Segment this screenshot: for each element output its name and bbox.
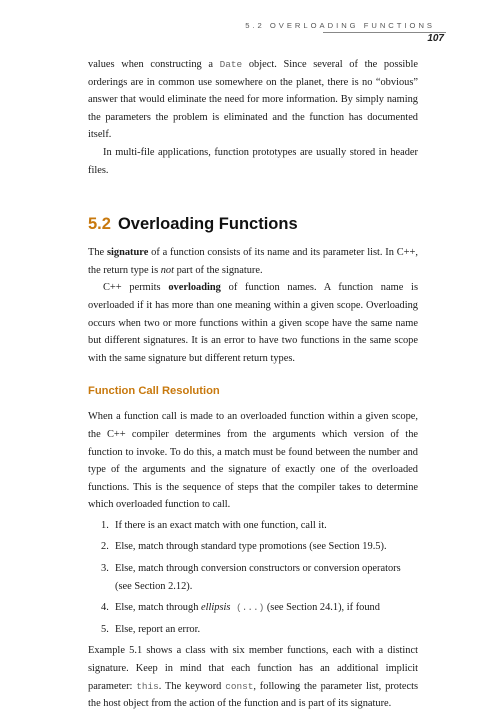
list-text: If there is an exact match with one function, call it. <box>115 519 327 531</box>
text-run: of a function consists of its name and its parameter list. In C++, the return type is <box>88 247 418 276</box>
text-run: of function names. A function name is overloaded if it has more than one meaning within a given scope. Overloading occurs when two or more functions within a given scope have the same name but different signatures. It is an error to have two functions in the same scope with the same signature but different return types. <box>88 282 418 364</box>
inline-code-date: Date <box>219 59 243 70</box>
running-head: 5.2 OVERLOADING FUNCTIONS <box>245 21 435 30</box>
emphasis-ellipsis: ellipsis <box>201 602 231 614</box>
section-title: Overloading Functions <box>117 215 298 234</box>
list-number: 1. <box>101 519 109 531</box>
text-run: The <box>88 247 107 259</box>
text-run: Example 5.1 shows a class with six member functions, each with a distinct signature. Keep in mind that each function has an additional implicit parameter: <box>88 645 418 692</box>
text-run: object. Since several of the possible orderings are in common use somewhere on the planet, there is no “obvious” answer that would eliminate the need for more information. By simply naming the parameters the problem is eliminated and the function has documented itself. <box>88 59 418 141</box>
list-number: 5. <box>101 623 109 635</box>
inline-code-ellipsis: (...) <box>230 602 265 614</box>
list-item <box>101 621 418 639</box>
list-text <box>115 599 418 617</box>
text-run: Else, match through <box>115 602 201 614</box>
subsection-heading: Function Call Resolution <box>88 385 220 398</box>
paragraph-header-files: In multi-file applications, function prototypes are usually stored in header files. <box>88 146 418 176</box>
inline-code-this: this <box>136 680 159 692</box>
list-item <box>101 560 418 595</box>
term-overloading: overloading <box>168 282 221 294</box>
list-text: Else, match through standard type promotions (see Section 19.5). <box>115 541 387 553</box>
section-heading <box>88 214 418 234</box>
list-number: 4. <box>101 602 109 614</box>
emphasis-not: not <box>160 264 174 276</box>
paragraph-date-object <box>88 56 418 144</box>
term-signature: signature <box>106 247 149 259</box>
paragraph-example <box>88 642 418 712</box>
list-item <box>101 599 418 617</box>
list-text: Else, match through conversion constructors or conversion operators (see Section 2.12). <box>115 563 401 592</box>
page-number: 107 <box>427 33 444 44</box>
text-run: . The keyword <box>158 680 226 692</box>
section-number: 5.2 <box>88 215 111 234</box>
text-run: (see Section 24.1), if found <box>264 602 380 614</box>
list-text: Else, report an error. <box>115 623 201 635</box>
list-number: 3. <box>101 563 109 575</box>
list-item <box>101 517 418 535</box>
resolution-steps-list <box>88 517 418 639</box>
list-item <box>101 538 418 556</box>
paragraph-overloading <box>88 279 418 367</box>
text-run: part of the signature. <box>174 264 263 276</box>
paragraph-call-resolution: When a function call is made to an overloaded function within a given scope, the C++ compiler determines from the arguments which version of the function to invoke. To do this, a match must be found between the number and type of the arguments and the signature of exactly one of the overloaded functions. This is the sequence of steps that the compiler takes to determine which overloaded function to call. <box>88 411 418 511</box>
paragraph-signature <box>88 244 418 279</box>
text-run: , following the parameter list, protects the host object from the action of the function and is part of its signature. <box>88 680 418 710</box>
list-number: 2. <box>101 541 109 553</box>
text-run: C++ permits <box>103 282 169 294</box>
inline-code-const: const <box>225 680 254 692</box>
text-run: values when constructing a <box>88 59 220 70</box>
page-content <box>88 56 418 713</box>
